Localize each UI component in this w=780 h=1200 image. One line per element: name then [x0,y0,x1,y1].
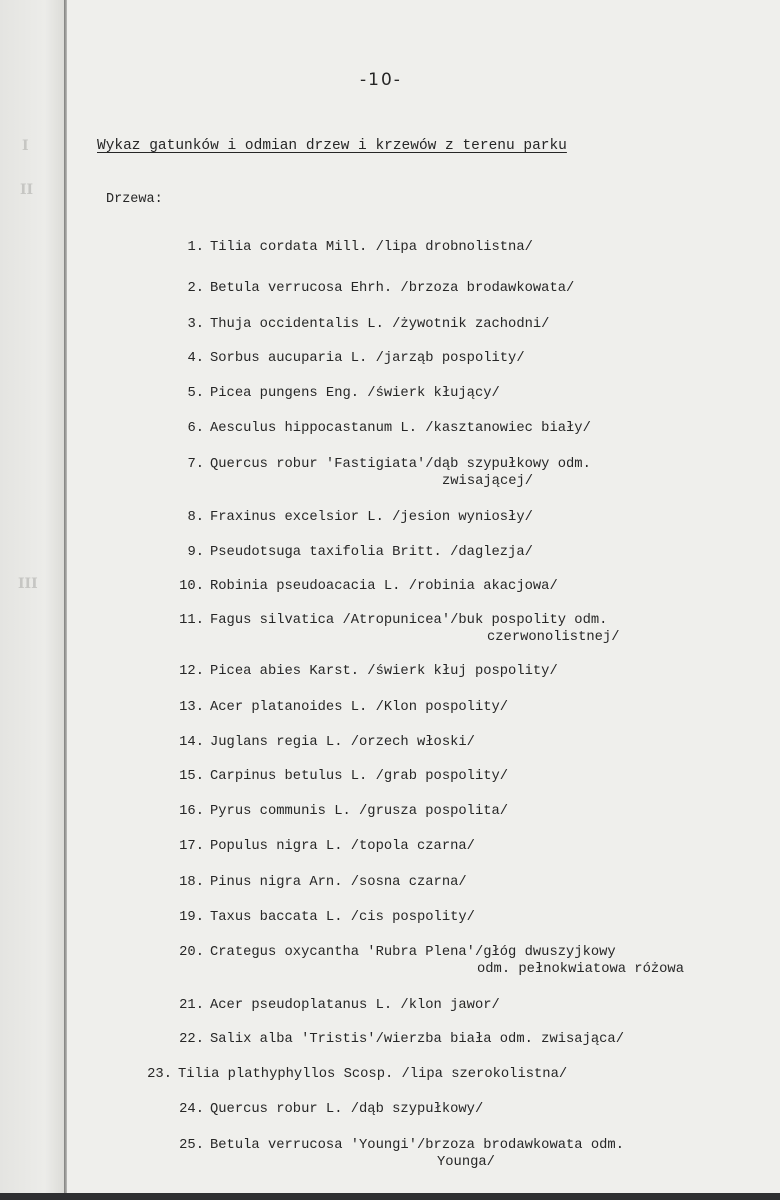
list-item [172,350,525,367]
list-item-number: 14. [179,735,204,750]
list-item-number: 18. [179,875,204,890]
list-item-continuation: odm. pełnokwiatowa różowa [477,962,684,977]
list-item [172,420,591,437]
margin-mark-2: II [20,182,34,198]
list-item-text: Fraxinus excelsior L. /jesion wyniosły/ [210,510,533,525]
list-item-number: 21. [179,998,204,1013]
list-item [172,612,620,645]
list-item-text: Salix alba 'Tristis'/wierzba biała odm. zwisająca/ [210,1032,624,1047]
section-label: Drzewa: [106,192,163,207]
list-item [172,699,508,716]
page-number: -10- [360,70,402,90]
list-item [172,803,508,820]
list-item-text: Picea abies Karst. /świerk kłuj pospolity/ [210,664,558,679]
list-item [172,544,533,561]
list-item [172,944,684,977]
list-item-text: Fagus silvatica /Atropunicea'/buk pospolity odm. [210,613,608,628]
list-item-text: Tilia plathyphyllos Scosp. /lipa szerokolistna/ [178,1067,568,1082]
list-item [172,509,533,526]
list-item-number: 16. [179,804,204,819]
list-item-number: 19. [179,910,204,925]
list-item-continuation: Younga/ [437,1155,495,1170]
list-item-number: 4. [187,351,204,366]
list-item [172,456,591,489]
list-item-text: Acer platanoides L. /Klon pospolity/ [210,700,509,715]
list-item [140,1066,567,1083]
list-item-text: Acer pseudoplatanus L. /klon jawor/ [210,998,500,1013]
margin-mark-3: III [18,576,38,592]
list-item [172,280,574,297]
list-item [172,316,549,333]
list-item-number: 23. [147,1067,172,1082]
list-item-text: Quercus robur 'Fastigiata'/dąb szypułkowy odm. [210,457,591,472]
list-item [172,1101,483,1118]
list-item-number: 5. [187,386,204,401]
list-item-number: 3. [187,317,204,332]
list-item [172,997,500,1014]
list-item-number: 6. [187,421,204,436]
list-item [172,663,558,680]
list-item-number: 20. [179,945,204,960]
list-item-text: Pyrus communis L. /grusza pospolita/ [210,804,509,819]
list-item [172,909,475,926]
list-item-text: Thuja occidentalis L. /żywotnik zachodni/ [210,317,550,332]
list-item [172,239,533,256]
list-item-number: 11. [179,613,204,628]
margin-mark-1: I [22,138,29,154]
list-item-number: 25. [179,1138,204,1153]
list-item-continuation: czerwonolistnej/ [487,630,620,645]
list-item-text: Juglans regia L. /orzech włoski/ [210,735,475,750]
list-item-number: 9. [187,545,204,560]
list-item-number: 8. [187,510,204,525]
list-item-continuation: zwisającej/ [442,474,534,489]
list-item [172,1137,624,1170]
list-item-text: Populus nigra L. /topola czarna/ [210,839,475,854]
list-item-number: 22. [179,1032,204,1047]
list-item-number: 12. [179,664,204,679]
list-item-text: Crategus oxycantha 'Rubra Plena'/głóg dwuszyjkowy [210,945,616,960]
list-item-text: Carpinus betulus L. /grab pospolity/ [210,769,509,784]
list-item [172,578,558,595]
bottom-edge [0,1193,780,1200]
list-item-text: Robinia pseudoacacia L. /robinia akacjowa/ [210,579,558,594]
list-item-number: 1. [187,240,204,255]
list-item [172,1031,624,1048]
list-item-number: 10. [179,579,204,594]
list-item-number: 7. [187,457,204,472]
list-item-number: 24. [179,1102,204,1117]
list-item-text: Pseudotsuga taxifolia Britt. /daglezja/ [210,545,533,560]
list-item-text: Betula verrucosa 'Youngi'/brzoza brodawkowata odm. [210,1138,624,1153]
list-item [172,385,500,402]
list-item-text: Quercus robur L. /dąb szypułkowy/ [210,1102,484,1117]
list-heading: Wykaz gatunków i odmian drzew i krzewów z terenu parku [97,138,567,154]
list-item-number: 15. [179,769,204,784]
list-item-text: Betula verrucosa Ehrh. /brzoza brodawkowata/ [210,281,575,296]
list-item-text: Tilia cordata Mill. /lipa drobnolistna/ [210,240,533,255]
list-item-text: Aesculus hippocastanum L. /kasztanowiec biały/ [210,421,591,436]
list-item [172,768,508,785]
list-item-number: 17. [179,839,204,854]
spine-edge [64,0,67,1200]
list-item-text: Pinus nigra Arn. /sosna czarna/ [210,875,467,890]
list-item-text: Sorbus aucuparia L. /jarząb pospolity/ [210,351,525,366]
list-item-text: Taxus baccata L. /cis pospolity/ [210,910,475,925]
list-item [172,838,475,855]
list-item [172,874,467,891]
list-item-text: Picea pungens Eng. /świerk kłujący/ [210,386,500,401]
list-item-number: 13. [179,700,204,715]
list-item [172,734,475,751]
list-item-number: 2. [187,281,204,296]
binding-spine [0,0,64,1200]
